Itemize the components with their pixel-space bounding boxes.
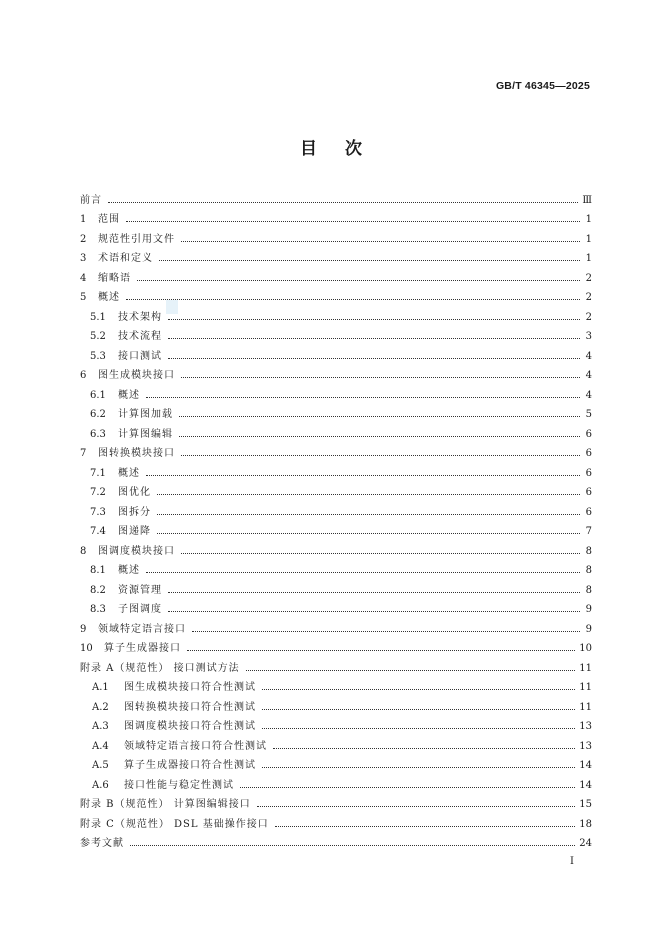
toc-entry-label: 参考文献 — [80, 838, 124, 849]
toc-entry-page: 14 — [579, 760, 592, 771]
toc-entry[interactable] — [80, 537, 592, 557]
dot-leader — [159, 259, 580, 261]
toc-entry[interactable] — [80, 615, 592, 635]
toc-entry-number: A.5 — [92, 760, 109, 771]
dot-leader — [130, 844, 575, 846]
toc-entry[interactable] — [80, 557, 592, 577]
dot-leader — [181, 454, 580, 456]
toc-entry-label: 规范性引用文件 — [98, 233, 175, 245]
toc-entry-label: 图转换模块接口符合性测试 — [124, 701, 256, 713]
dot-leader — [126, 298, 580, 300]
toc-entry-page: 2 — [585, 272, 592, 284]
toc-entry-number: 6.3 — [90, 428, 106, 440]
toc-entry[interactable] — [80, 323, 592, 343]
toc-entry[interactable] — [80, 420, 592, 440]
toc-entry-label: 图生成模块接口符合性测试 — [124, 682, 256, 693]
toc-entry-page: 6 — [585, 506, 592, 518]
toc-entry[interactable] — [80, 498, 592, 518]
toc-entry-number: 5.1 — [90, 311, 106, 323]
dot-leader — [108, 201, 578, 203]
toc-entry-label: 图调度模块接口 — [98, 545, 175, 557]
toc-entry-number: 7.4 — [90, 526, 106, 537]
toc-entry[interactable] — [80, 771, 592, 791]
toc-entry-page: 18 — [579, 818, 592, 830]
toc-entry-label: 概述 — [118, 389, 140, 401]
toc-entry[interactable] — [80, 459, 592, 479]
table-of-contents — [80, 186, 592, 849]
toc-entry-label: 图递降 — [118, 526, 151, 537]
toc-entry-page: 11 — [579, 701, 592, 713]
dot-leader — [181, 376, 580, 378]
toc-entry[interactable] — [80, 576, 592, 596]
toc-entry-page: 4 — [585, 350, 592, 362]
toc-entry-label: 范围 — [98, 214, 120, 225]
toc-entry-number: 6.2 — [90, 409, 106, 420]
toc-entry-page: Ⅲ — [582, 194, 592, 206]
toc-entry-label: 算子生成器接口 — [104, 643, 181, 654]
toc-entry-label: 图转换模块接口 — [98, 448, 175, 459]
toc-entry-number: A.4 — [92, 740, 109, 752]
dot-leader — [168, 591, 580, 593]
toc-entry-number: 8.3 — [90, 604, 106, 615]
toc-entry-number: 5.2 — [90, 331, 106, 342]
toc-entry-number: 7.2 — [90, 487, 106, 498]
toc-entry-label: 接口性能与稳定性测试 — [124, 779, 234, 791]
toc-entry-number: 6.1 — [90, 389, 106, 401]
dot-leader — [157, 513, 580, 515]
toc-entry[interactable] — [80, 381, 592, 401]
toc-entry-label: 附录 B（规范性） 计算图编辑接口 — [80, 799, 251, 810]
dot-leader — [262, 708, 575, 710]
toc-entry[interactable] — [80, 479, 592, 499]
toc-entry-number: 1 — [80, 214, 87, 225]
toc-entry-page: 8 — [585, 584, 592, 596]
toc-entry-page: 13 — [579, 740, 592, 752]
toc-entry-label: 图优化 — [118, 487, 151, 498]
toc-entry[interactable] — [80, 732, 592, 752]
dot-leader — [146, 396, 580, 398]
toc-entry-label: 领域特定语言接口 — [98, 623, 186, 635]
toc-entry-number: 8.2 — [90, 584, 106, 596]
toc-entry[interactable] — [80, 830, 592, 850]
toc-entry-page: 11 — [579, 662, 592, 674]
toc-entry-label: 计算图编辑 — [118, 428, 173, 440]
dot-leader — [273, 747, 575, 749]
toc-entry-number: 7 — [80, 448, 87, 459]
toc-entry-number: 8 — [80, 545, 87, 557]
dot-leader — [246, 669, 576, 671]
toc-entry[interactable] — [80, 206, 592, 226]
toc-entry-label: 技术架构 — [118, 311, 162, 323]
dot-leader — [187, 649, 575, 651]
toc-entry-page: 15 — [579, 799, 592, 810]
toc-entry[interactable] — [80, 342, 592, 362]
toc-entry-page: 6 — [585, 467, 592, 479]
toc-entry-page: 10 — [579, 643, 592, 654]
toc-entry-number: 6 — [80, 370, 87, 381]
toc-entry-label: 子图调度 — [118, 604, 162, 615]
toc-entry-page: 8 — [585, 565, 592, 576]
standard-number: GB/T 46345—2025 — [495, 80, 590, 92]
toc-entry[interactable] — [80, 440, 592, 460]
dot-leader — [262, 688, 575, 690]
page-number: I — [570, 856, 574, 867]
toc-entry-page: 1 — [585, 233, 592, 245]
toc-entry[interactable] — [80, 693, 592, 713]
toc-entry-number: 7.3 — [90, 506, 106, 518]
toc-entry-page: 2 — [585, 311, 592, 323]
toc-entry-page: 3 — [585, 331, 592, 342]
toc-entry-number: 4 — [80, 272, 87, 284]
toc-entry[interactable] — [80, 674, 592, 694]
toc-entry-page: 14 — [579, 779, 592, 791]
dot-leader — [168, 337, 580, 339]
toc-entry[interactable] — [80, 362, 592, 382]
toc-entry-page: 5 — [585, 409, 592, 420]
dot-leader — [168, 357, 580, 359]
toc-entry-label: 前言 — [80, 194, 102, 206]
toc-entry-number: A.6 — [92, 779, 109, 791]
toc-entry-number: A.2 — [92, 701, 109, 713]
dot-leader — [181, 552, 580, 554]
toc-entry-label: 算子生成器接口符合性测试 — [124, 760, 256, 771]
toc-entry-label: 计算图加载 — [118, 409, 173, 420]
toc-entry-label: 技术流程 — [118, 331, 162, 342]
toc-entry[interactable] — [80, 752, 592, 772]
toc-entry-label: 图调度模块接口符合性测试 — [124, 721, 256, 732]
toc-entry-page: 8 — [585, 545, 592, 557]
toc-entry-number: 2 — [80, 233, 87, 245]
dot-leader — [179, 415, 580, 417]
page-title — [0, 134, 662, 159]
dot-leader — [157, 493, 580, 495]
toc-entry[interactable] — [80, 186, 592, 206]
dot-leader — [126, 220, 580, 222]
toc-entry-page: 7 — [585, 526, 592, 537]
toc-entry-page: 13 — [579, 721, 592, 732]
dot-leader — [157, 532, 580, 534]
toc-entry[interactable] — [80, 225, 592, 245]
toc-entry-page: 1 — [585, 214, 592, 225]
dot-leader — [181, 240, 580, 242]
toc-entry[interactable] — [80, 713, 592, 733]
toc-entry[interactable] — [80, 596, 592, 616]
dot-leader — [262, 766, 575, 768]
toc-entry-label: 术语和定义 — [98, 253, 153, 264]
toc-entry-page: 1 — [585, 253, 592, 264]
toc-entry-number: 7.1 — [90, 467, 106, 479]
toc-entry-number: 5 — [80, 292, 87, 303]
dot-leader — [146, 474, 580, 476]
toc-entry-label: 概述 — [98, 292, 120, 303]
dot-leader — [168, 610, 580, 612]
toc-entry-number: 9 — [80, 623, 87, 635]
toc-entry-label: 概述 — [118, 565, 140, 576]
dot-leader — [257, 805, 576, 807]
toc-entry-page: 6 — [585, 428, 592, 440]
dot-leader — [146, 571, 580, 573]
dot-leader — [179, 435, 580, 437]
toc-entry-number: 8.1 — [90, 565, 106, 576]
toc-entry[interactable] — [80, 635, 592, 655]
toc-entry-label: 接口测试 — [118, 350, 162, 362]
toc-entry-page: 6 — [585, 448, 592, 459]
toc-entry[interactable] — [80, 401, 592, 421]
toc-entry-page: 4 — [585, 370, 592, 381]
toc-entry[interactable] — [80, 654, 592, 674]
toc-entry-label: 领域特定语言接口符合性测试 — [124, 740, 267, 752]
toc-entry-page: 4 — [585, 389, 592, 401]
toc-entry-label: 附录 C（规范性） DSL 基础操作接口 — [80, 818, 269, 830]
toc-entry-number: A.1 — [92, 682, 109, 693]
toc-entry-label: 附录 A（规范性） 接口测试方法 — [80, 662, 240, 674]
toc-entry[interactable] — [80, 791, 592, 811]
toc-entry[interactable] — [80, 303, 592, 323]
toc-entry-page: 6 — [585, 487, 592, 498]
dot-leader — [275, 825, 576, 827]
title-char-1: 目 — [300, 139, 317, 159]
toc-entry-label: 缩略语 — [98, 272, 131, 284]
toc-entry-page: 11 — [579, 682, 592, 693]
toc-entry-number: A.3 — [92, 721, 109, 732]
toc-entry-label: 概述 — [118, 467, 140, 479]
toc-entry-page: 9 — [585, 604, 592, 615]
toc-entry-label: 图生成模块接口 — [98, 370, 175, 381]
toc-entry-page: 24 — [579, 838, 592, 849]
toc-entry[interactable] — [80, 264, 592, 284]
toc-entry-number: 10 — [80, 643, 93, 654]
title-char-2: 次 — [345, 139, 362, 159]
dot-leader — [262, 727, 575, 729]
toc-entry-label: 图拆分 — [118, 506, 151, 518]
toc-entry[interactable] — [80, 810, 592, 830]
toc-entry-label: 资源管理 — [118, 584, 162, 596]
dot-leader — [137, 279, 580, 281]
dot-leader — [168, 318, 580, 320]
toc-entry-number: 5.3 — [90, 350, 106, 362]
toc-entry[interactable] — [80, 284, 592, 304]
toc-entry[interactable] — [80, 518, 592, 538]
dot-leader — [192, 630, 580, 632]
toc-entry-page: 2 — [585, 292, 592, 303]
toc-entry[interactable] — [80, 245, 592, 265]
toc-entry-page: 9 — [585, 623, 592, 635]
toc-entry-number: 3 — [80, 253, 87, 264]
dot-leader — [240, 786, 575, 788]
